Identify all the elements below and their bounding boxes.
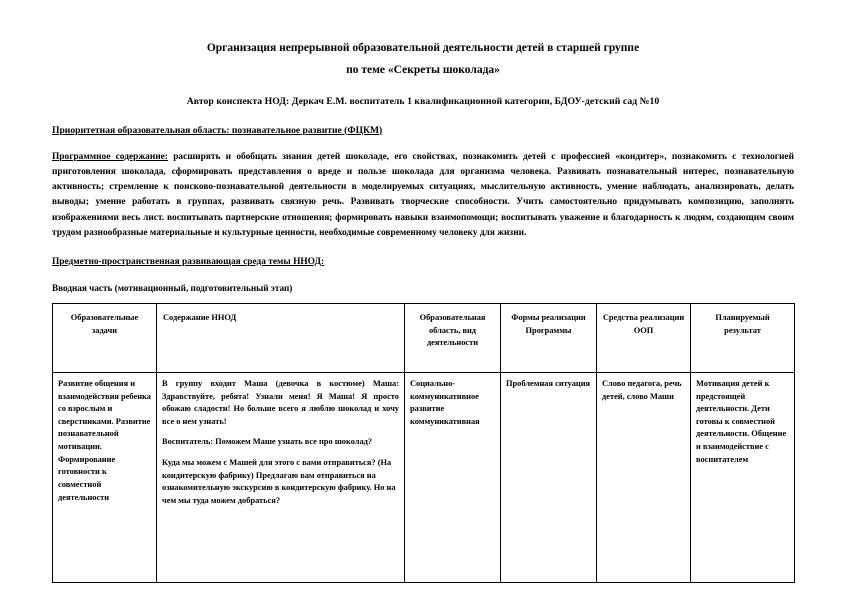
lesson-plan-table	[52, 303, 795, 583]
column-header-content: Содержание ННОД	[157, 304, 405, 373]
cell-result: Мотивация детей к предстоящей деятельности. Дети готовы к совместной деятельности. Общение и взаимодействие с воспитателем	[691, 373, 795, 583]
column-header-means: Средства реализации ООП	[597, 304, 691, 373]
cell-content	[157, 373, 405, 583]
content-paragraph-2: Воспитатель: Поможем Маше узнать все про шоколад?	[162, 437, 373, 447]
cell-means: Слово педагога, речь детей, слово Маши	[597, 373, 691, 583]
content-paragraph-3: Куда мы можем с Машей для этого с вами отправиться? (На кондитерскую фабрику) Предлагаю вам отправиться на ознакомительную экскурсию в кондитерскую фабрику. Но на чем мы туда можем добраться?	[162, 458, 396, 505]
column-header-forms: Формы реализации Программы	[501, 304, 597, 373]
priority-area-heading: Приоритетная образовательная область: познавательное развитие (ФЦКМ)	[52, 124, 383, 136]
document-title-line-1: Организация непрерывной образовательной деятельности детей в старшей группе	[206, 42, 640, 54]
cell-forms: Проблемная ситуация	[501, 373, 597, 583]
cell-tasks: Развитие общения и взаимодействия ребенка со взрослым и сверстниками. Развитие познавательной мотивации. Формирование готовности к совместной деятельности	[53, 373, 157, 583]
document-title-line-2: по теме «Секреты шоколада»	[346, 63, 500, 76]
program-content-paragraph	[52, 150, 794, 241]
program-content-text: расширять и обобщать знания детей шоколаде, его свойствах, познакомить детей с профессией «кондитер», познакомить с технологией приготовления шоколада, сформировать представления о вреде и пользе шоколада для организма человека. Развивать познавательный интерес, познавательную активность; стремление к поисково-познавательной деятельности в моделируемых ситуациях, мыслительную активность, умение наблюдать, анализировать, делать выводы; умение работать в группах, развивать связную речь. Развивать творческие способности. Учить самостоятельно придумывать композицию, заполнять изображениями весь лист. воспитывать партнерские отношения; формировать навыки взаимопомощи; воспитывать уважение и благодарность к людям, создающим своим трудом разнообразные материальные и культурные ценности, необходимые современному человеку для жизни.	[52, 151, 794, 238]
column-header-tasks: Образовательные задачи	[53, 304, 157, 373]
program-content-label: Программное содержание:	[52, 151, 168, 162]
column-header-result: Планируемый результат	[691, 304, 795, 373]
table-header-row	[53, 304, 795, 373]
column-header-area: Образовательная область, вид деятельности	[405, 304, 501, 373]
table-row	[53, 373, 795, 583]
content-paragraph-1: В группу входит Маша (девочка в костюме) Маша: Здравствуйте, ребята! Узнали меня! Я Маша! Я просто обожаю сладости! Но больше всего я люблю шоколад и хочу все о нем узнать!	[162, 379, 399, 426]
cell-area: Социально-коммуникативное развитие коммуникативная	[405, 373, 501, 583]
environment-heading: Предметно-пространственная развивающая среда темы ННОД:	[52, 257, 325, 268]
stage-heading: Вводная часть (мотивационный, подготовительный этап)	[52, 283, 293, 294]
author-line: Автор конспекта НОД: Деркач Е.М. воспитатель 1 квалификационной категории, БДОУ-детский сад №10	[186, 95, 660, 107]
